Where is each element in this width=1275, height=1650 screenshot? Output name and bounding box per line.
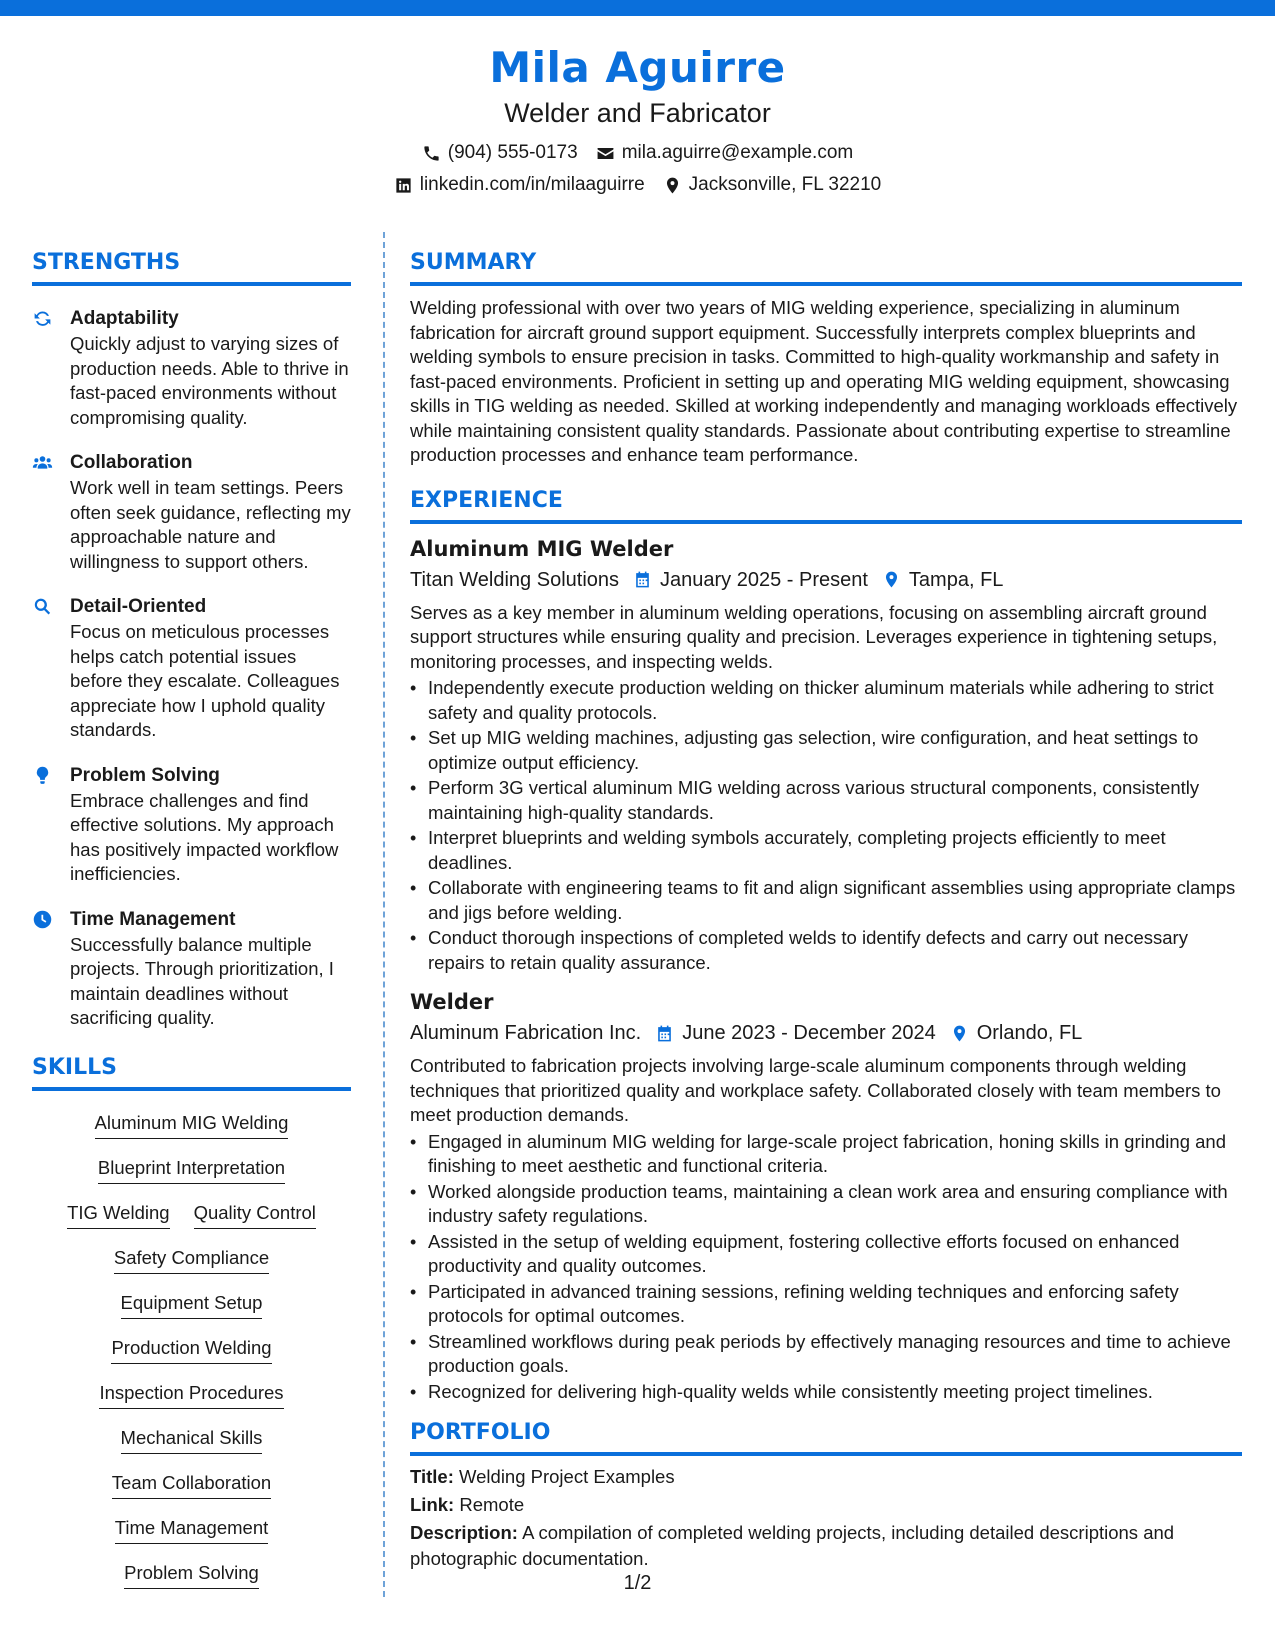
right-column [410, 248, 1242, 1572]
portfolio-title-label: Title: [410, 1466, 454, 1487]
map-pin-icon [882, 570, 901, 589]
phone-icon [422, 143, 442, 163]
skill-tag: TIG Welding [67, 1201, 169, 1229]
skill-tag: Equipment Setup [121, 1291, 263, 1319]
strength-name: Detail-Oriented [70, 596, 207, 617]
experience-section [410, 486, 1242, 1405]
job-role: Welder [410, 990, 494, 1014]
bullet-item: • Perform 3G vertical aluminum MIG welding across various structural components, consistently maintaining high-quality standards. [410, 776, 1242, 825]
map-pin-icon [663, 175, 683, 195]
strength-name: Collaboration [70, 452, 193, 473]
job-company [410, 1018, 641, 1048]
bullet-item: • Conduct thorough inspections of completed welds to identify defects and carry out necessary repairs to retain quality assurance. [410, 926, 1242, 975]
candidate-title: Welder and Fabricator [504, 98, 771, 128]
skill-tag: Time Management [115, 1516, 269, 1544]
bullet-item: • Interpret blueprints and welding symbols accurately, completing projects efficiently to meet deadlines. [410, 826, 1242, 875]
portfolio-description-value: A compilation of completed welding projects, including detailed descriptions and photographic documentation. [410, 1522, 1175, 1569]
top-accent-bar [0, 0, 1275, 16]
candidate-name: Mila Aguirre [489, 43, 786, 92]
strength-desc: Successfully balance multiple projects. Through prioritization, I maintain deadlines without sacrificing quality. [70, 933, 334, 1028]
portfolio-title-value: Welding Project Examples [459, 1466, 675, 1487]
strength-desc: Focus on meticulous processes helps catch potential issues before they escalate. Colleagues appreciate how I uphold quality standards. [70, 621, 340, 740]
linkedin-icon [394, 175, 414, 195]
strength-item [32, 907, 351, 1031]
strength-item [32, 763, 351, 887]
skill-row [32, 1336, 351, 1364]
envelope-icon [596, 143, 616, 163]
skill-row [32, 1471, 351, 1499]
strength-desc: Quickly adjust to varying sizes of production needs. Able to thrive in fast-paced environments without compromising quality. [70, 333, 349, 428]
location-text: Tampa, FL [908, 568, 1004, 591]
job-meta [410, 565, 1242, 595]
portfolio-description-line [410, 1520, 1242, 1572]
dates-text: January 2025 - Present [660, 568, 868, 591]
strength-desc: Work well in team settings. Peers often seek guidance, reflecting my approachable nature and willingness to support others. [70, 477, 351, 572]
contact-linkedin[interactable] [394, 172, 645, 198]
bullet-item: • Assisted in the setup of welding equipment, fostering collective efforts focused on enhanced productivity and quality outcomes. [410, 1230, 1242, 1279]
strength-name: Problem Solving [70, 764, 220, 786]
clock-icon [32, 907, 70, 1031]
contact-phone[interactable] [422, 140, 578, 166]
portfolio-title-line [410, 1464, 1242, 1490]
skill-tag: Safety Compliance [114, 1246, 269, 1274]
strength-item [32, 450, 351, 574]
contact-row-1 [0, 140, 1275, 166]
calendar-icon [633, 570, 652, 589]
job-dates [655, 1018, 936, 1048]
job-meta [410, 1018, 1242, 1048]
phone-text: (904) 555-0173 [447, 142, 578, 163]
search-icon [32, 594, 70, 743]
skill-tag: Team Collaboration [112, 1471, 271, 1499]
portfolio-link-value[interactable]: Remote [459, 1494, 525, 1515]
company-text: Aluminum Fabrication Inc. [410, 1022, 642, 1044]
page-number: 1/2 [623, 1572, 652, 1594]
map-pin-icon [950, 1024, 969, 1043]
skill-tag: Aluminum MIG Welding [95, 1111, 289, 1139]
portfolio-heading: PORTFOLIO [410, 1418, 1242, 1456]
skill-row [32, 1111, 351, 1139]
bullet-item: • Engaged in aluminum MIG welding for large-scale project fabrication, honing skills in grinding and finishing to meet aesthetic and functional criteria. [410, 1130, 1242, 1179]
bullet-item: • Recognized for delivering high-quality welds while consistently meeting project timelines. [410, 1380, 1242, 1405]
contact-row-2 [0, 172, 1275, 198]
job-entry [410, 534, 1242, 976]
job-location [882, 565, 1003, 595]
portfolio-description-label: Description: [410, 1522, 518, 1543]
job-description: Contributed to fabrication projects involving large-scale aluminum components through welding techniques that prioritized quality and workplace safety. Collaborated closely with team members to meet production demands. [410, 1055, 1221, 1125]
job-description: Serves as a key member in aluminum welding operations, focusing on assembling aircraft ground support structures while ensuring quality and precision. Leverages experience in tightening setups, monitoring processes, and inspecting welds. [410, 601, 1218, 672]
lightbulb-icon [32, 763, 70, 887]
bullet-item: • Independently execute production welding on thicker aluminum materials while adhering to strict safety and quality protocols. [410, 676, 1242, 725]
skill-tag: Inspection Procedures [99, 1381, 283, 1409]
linkedin-text: linkedin.com/in/milaaguirre [419, 174, 645, 195]
users-icon [32, 450, 70, 574]
job-dates [633, 565, 868, 595]
strength-item [32, 594, 351, 743]
bullet-item: • Collaborate with engineering teams to fit and align significant assemblies using appropriate clamps and jigs before welding. [410, 876, 1242, 925]
left-column [32, 248, 351, 1589]
contact-location [663, 172, 882, 198]
skill-row [32, 1156, 351, 1184]
skill-row [32, 1426, 351, 1454]
company-text: Titan Welding Solutions [410, 568, 620, 591]
email-text: mila.aguirre@example.com [621, 142, 854, 163]
skill-row [32, 1246, 351, 1274]
strength-desc: Embrace challenges and find effective solutions. My approach has positively impacted workflow inefficiencies. [70, 789, 339, 884]
bullet-item: • Participated in advanced training sessions, refining welding techniques and enforcing safety protocols for optimal outcomes. [410, 1280, 1242, 1329]
skill-tag: Quality Control [194, 1201, 316, 1229]
job-role: Aluminum MIG Welder [410, 536, 674, 561]
job-entry [410, 987, 1242, 1404]
bullet-item: • Worked alongside production teams, maintaining a clean work area and ensuring compliance with industry safety regulations. [410, 1180, 1242, 1229]
strengths-heading: STRENGTHS [32, 248, 351, 286]
skill-tag: Mechanical Skills [121, 1426, 263, 1454]
location-text: Jacksonville, FL 32210 [688, 174, 882, 195]
location-text: Orlando, FL [976, 1022, 1083, 1044]
job-bullets [410, 1130, 1242, 1405]
summary-heading: SUMMARY [410, 248, 1242, 286]
skill-tag: Problem Solving [124, 1561, 259, 1589]
experience-heading: EXPERIENCE [410, 486, 1242, 524]
job-bullets [410, 676, 1242, 975]
strength-item [32, 306, 351, 430]
sync-icon [32, 306, 70, 430]
skills-list [32, 1111, 351, 1589]
skill-tag: Blueprint Interpretation [98, 1156, 285, 1184]
skills-heading: SKILLS [32, 1053, 351, 1091]
portfolio-link-line [410, 1492, 1242, 1518]
portfolio-section [410, 1418, 1242, 1572]
resume-header [0, 42, 1275, 198]
strength-name: Time Management [70, 908, 236, 930]
job-location [950, 1018, 1083, 1048]
strength-name: Adaptability [70, 308, 179, 329]
bullet-item: • Streamlined workflows during peak periods by effectively managing resources and time to achieve production goals. [410, 1330, 1242, 1379]
job-company [410, 565, 619, 595]
column-divider [383, 232, 385, 1597]
summary-text: Welding professional with over two years of MIG welding experience, specializing in aluminum fabrication for aircraft ground support equipment. Successfully interprets complex blueprints and welding symbols to ensure precision in tasks. Committed to high-quality workmanship and safety in fast-paced environments. Proficient in setting up and operating MIG welding equipment, showcasing skills in TIG welding as needed. Skilled at working independently and managing workloads effectively while maintaining consistent quality standards. Passionate about contributing expertise to streamline production processes and enhance team performance. [410, 297, 1238, 465]
bullet-item: • Set up MIG welding machines, adjusting gas selection, wire configuration, and heat settings to optimize output efficiency. [410, 726, 1242, 775]
dates-text: June 2023 - December 2024 [682, 1022, 936, 1044]
skill-tag: Production Welding [111, 1336, 271, 1364]
skill-row [32, 1516, 351, 1544]
skill-row [32, 1381, 351, 1409]
skill-row [32, 1201, 351, 1229]
portfolio-link-label: Link: [410, 1494, 455, 1515]
calendar-icon [655, 1024, 674, 1043]
skill-row [32, 1291, 351, 1319]
contact-email[interactable] [596, 140, 854, 166]
